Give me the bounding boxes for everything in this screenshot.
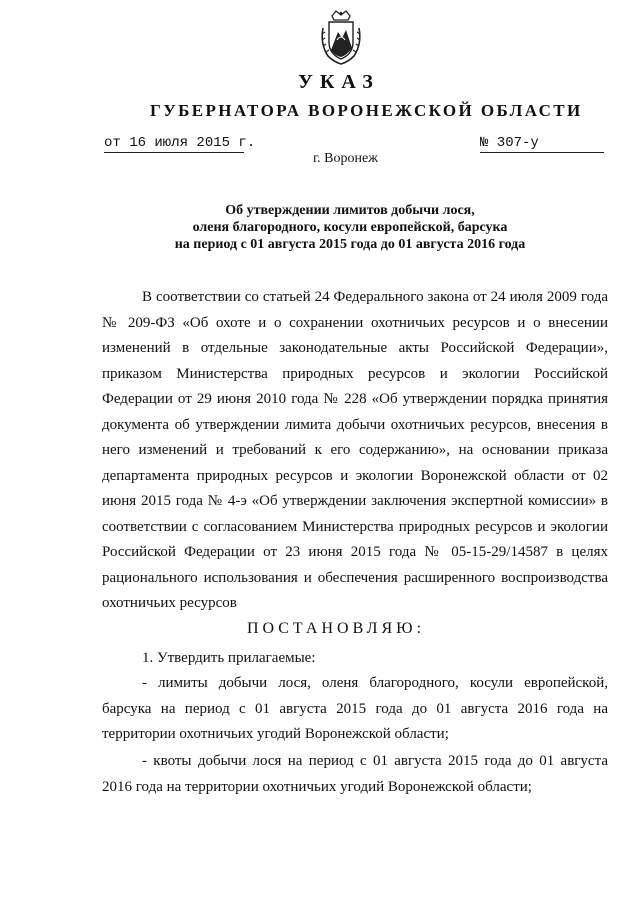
clause-1: 1. Утвердить прилагаемые: [142, 650, 316, 666]
document-type-title: УКАЗ [298, 71, 380, 93]
issue-city: г. Воронеж [313, 151, 378, 166]
clause-1-subitem-quotas: - квоты добычи лося на период с 01 августа 2015 года до 01 августа 2016 года на территории охотничьих угодий Воронежской области; [102, 753, 608, 795]
subject-line-1: Об утверждении лимитов добычи лося, [225, 203, 475, 218]
decree-date: от 16 июля 2015 г. [104, 135, 256, 151]
coat-of-arms-icon [318, 10, 364, 66]
decree-number: № 307-у [480, 135, 604, 153]
decree-subject [150, 202, 550, 253]
subject-line-3: на период с 01 августа 2015 года до 01 августа 2016 года [174, 237, 526, 252]
decree-heading: ПОСТАНОВЛЯЮ: [246, 620, 426, 637]
issuer-title: ГУБЕРНАТОРА ВОРОНЕЖСКОЙ ОБЛАСТИ [150, 101, 583, 120]
subject-line-2: оленя благородного, косули европейской, барсука [192, 220, 508, 235]
clause-1-subitem-limits: - лимиты добычи лося, оленя благородного, косули европейской, барсука на период с 01 августа 2015 года до 01 августа 2016 года на территории охотничьих угодий Воронежской области; [102, 675, 608, 742]
preamble-paragraph: В соответствии со статьей 24 Федерального закона от 24 июля 2009 года № 209-ФЗ «Об охоте и о сохранении охотничьих ресурсов и о внесении изменений в отдельные законодательные акты Российской Федерации», приказом Министерства природных ресурсов и экологии Российской Федерации от 29 июня 2010 года № 228 «Об утверждении порядка принятия документа об утверждении лимита добычи охотничьих ресурсов, внесения в него изменений и требований к его содержанию», на основании приказа департамента природных ресурсов и экологии Воронежской области от 02 июня 2015 года № 4-э «Об утверждении заключения экспертной комиссии» в соответствии с согласованием Министерства природных ресурсов и экологии Российской Федерации от 23 июня 2015 года № 05-15-29/14587 в целях рационального использования и обеспечения расширенного воспроизводства охотничьих ресурсов [102, 289, 608, 611]
